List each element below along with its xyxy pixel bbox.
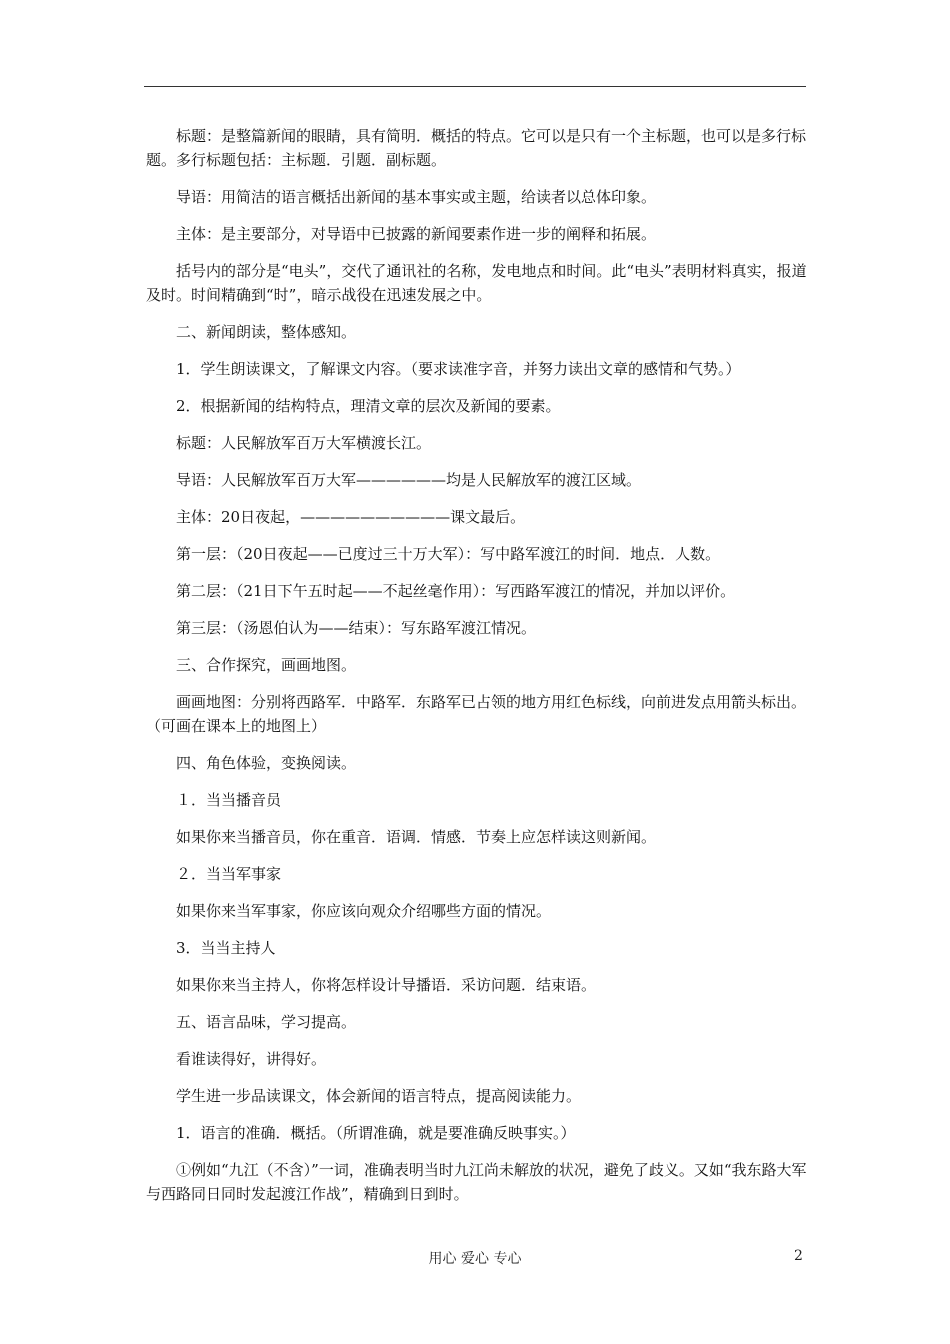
- paragraph: 3．当当主持人: [176, 939, 276, 957]
- paragraph: 主体：20日夜起，——————————课文最后。: [176, 508, 526, 526]
- paragraph: 1．语言的准确．概括。（所谓准确，就是要准确反映事实。）: [176, 1124, 576, 1142]
- paragraph: １．当当播音员: [176, 791, 282, 809]
- footer-text: 用心 爱心 专心: [428, 1251, 522, 1267]
- paragraph: 学生进一步品读课文，体会新闻的语言特点，提高阅读能力。: [176, 1087, 582, 1105]
- paragraph: 第三层：（汤恩伯认为——结束）：写东路军渡江情况。: [176, 619, 537, 637]
- paragraph: 画画地图：分别将西路军．中路军．东路军已占领的地方用红色标线，向前进发点用箭头标出。（可画在课本上的地图上）: [146, 693, 807, 735]
- paragraph: 第二层：（21日下午五时起——不起丝毫作用）：写西路军渡江的情况，并加以评价。: [176, 582, 736, 600]
- section-heading: 五、语言品味，学习提高。: [176, 1013, 357, 1031]
- paragraph: 标题：是整篇新闻的眼睛，具有简明．概括的特点。它可以是只有一个主标题，也可以是多行标题。多行标题包括：主标题．引题．副标题。: [146, 127, 807, 169]
- paragraph: 如果你来当军事家，你应该向观众介绍哪些方面的情况。: [176, 902, 552, 920]
- header-rule: [144, 86, 806, 87]
- paragraph: 标题：人民解放军百万大军横渡长江。: [176, 434, 432, 452]
- page-number: 2: [794, 1248, 803, 1264]
- document-body: [146, 124, 808, 1219]
- paragraph: 1．学生朗读课文，了解课文内容。（要求读准字音，并努力读出文章的感情和气势。）: [176, 360, 741, 378]
- section-heading: 三、合作探究，画画地图。: [176, 656, 357, 674]
- paragraph: 如果你来当主持人，你将怎样设计导播语．采访问题．结束语。: [176, 976, 597, 994]
- section-heading: 四、角色体验，变换阅读。: [176, 754, 357, 772]
- paragraph: 主体：是主要部分，对导语中已披露的新闻要素作进一步的阐释和拓展。: [176, 225, 657, 243]
- section-heading: 二、新闻朗读，整体感知。: [176, 323, 357, 341]
- paragraph: 看谁读得好，讲得好。: [176, 1050, 327, 1068]
- paragraph: ①例如“九江（不含）”一词，准确表明当时九江尚未解放的状况，避免了歧义。又如“我东路大军与西路同日同时发起渡江作战”，精确到日到时。: [146, 1161, 807, 1203]
- paragraph: 导语：用简洁的语言概括出新闻的基本事实或主题，给读者以总体印象。: [176, 188, 657, 206]
- paragraph: 如果你来当播音员，你在重音．语调．情感．节奏上应怎样读这则新闻。: [176, 828, 657, 846]
- paragraph: 括号内的部分是“电头”，交代了通讯社的名称，发电地点和时间。此“电头”表明材料真实，报道及时。时间精确到“时”，暗示战役在迅速发展之中。: [146, 262, 807, 304]
- paragraph: ２．当当军事家: [176, 865, 282, 883]
- paragraph: 第一层：（20日夜起——已度过三十万大军）：写中路军渡江的时间．地点．人数。: [176, 545, 721, 563]
- paragraph: 2．根据新闻的结构特点，理清文章的层次及新闻的要素。: [176, 397, 561, 415]
- paragraph: 导语：人民解放军百万大军——————均是人民解放军的渡江区域。: [176, 471, 642, 489]
